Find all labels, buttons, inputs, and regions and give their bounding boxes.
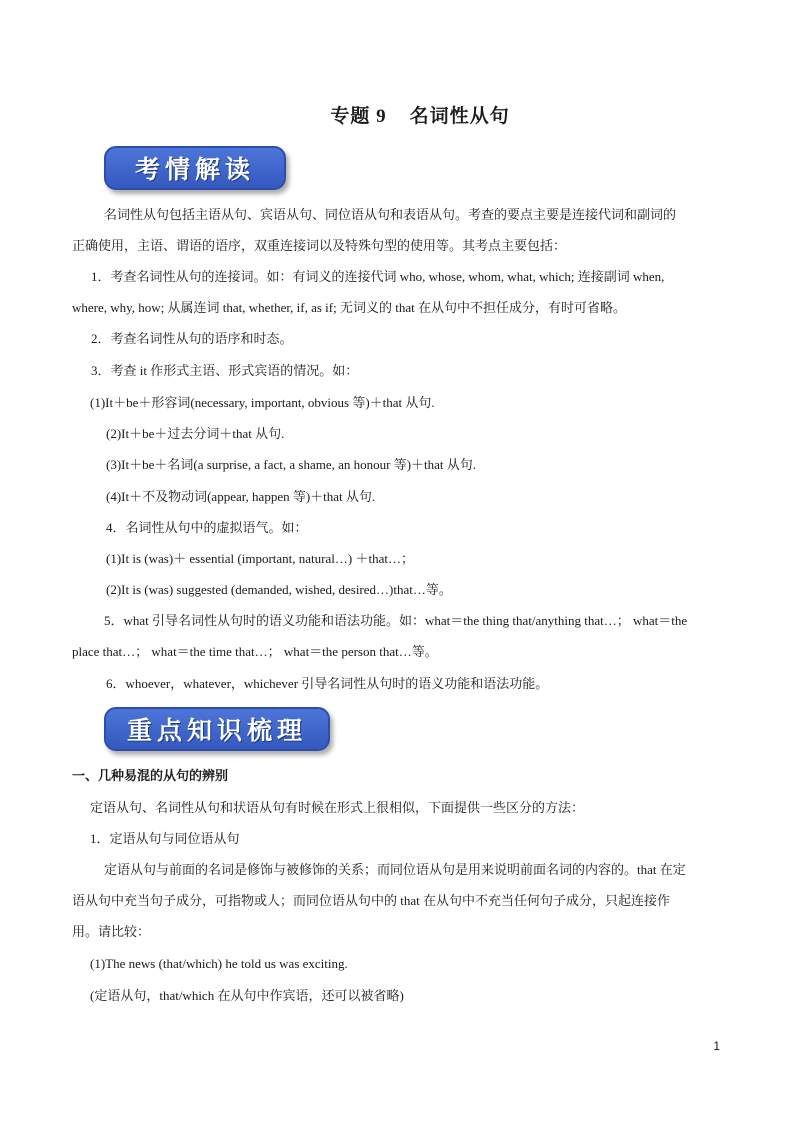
paragraph-line: (1)It＋be＋形容词(necessary, important, obvious 等)＋that 从句. xyxy=(90,395,435,410)
page-title: 专题 9 名词性从句 xyxy=(330,106,510,127)
paragraph-line: (1)The news (that/which) he told us was exciting. xyxy=(90,956,348,971)
paragraph-line: 4．名词性从句中的虚拟语气。如： xyxy=(106,520,308,535)
paragraph-line: 名词性从句包括主语从句、宾语从句、同位语从句和表语从句。考查的要点主要是连接代词和副词的 xyxy=(104,207,677,222)
section-banner-key-points: 重点知识梳理 xyxy=(104,707,330,751)
paragraph-line: 定语从句、名词性从句和状语从句有时候在形式上很相似，下面提供一些区分的方法： xyxy=(90,800,585,815)
paragraph-line: 3．考查 it 作形式主语、形式宾语的情况。如： xyxy=(91,363,359,378)
paragraph-line: 正确使用，主语、谓语的语序，双重连接词以及特殊句型的使用等。其考点主要包括： xyxy=(72,238,567,253)
paragraph-line: (2)It＋be＋过去分词＋that 从句. xyxy=(106,426,285,441)
paragraph-line: 1．定语从句与同位语从句 xyxy=(90,831,240,846)
paragraph-line: 用。请比较： xyxy=(72,924,151,939)
paragraph-line: (定语从句，that/which 在从句中作宾语，还可以被省略) xyxy=(90,988,404,1003)
paragraph-line: 定语从句与前面的名词是修饰与被修饰的关系；而同位语从句是用来说明前面名词的内容的。that 在定 xyxy=(104,862,686,877)
paragraph-line: place that…； what＝the time that…； what＝the person that…等。 xyxy=(72,644,438,659)
paragraph-line: (3)It＋be＋名词(a surprise, a fact, a shame, an honour 等)＋that 从句. xyxy=(106,457,477,472)
paragraph-line: 2．考查名词性从句的语序和时态。 xyxy=(91,331,293,346)
page-number: 1 xyxy=(713,1039,720,1053)
paragraph-line: (2)It is (was) suggested (demanded, wished, desired…)that…等。 xyxy=(106,582,452,597)
paragraph-line: 1．考查名词性从句的连接词。如：有词义的连接代词 who, whose, whom, what, which; 连接副词 when, xyxy=(91,269,665,284)
paragraph-line: (4)It＋不及物动词(appear, happen 等)＋that 从句. xyxy=(106,489,376,504)
section-heading: 一、几种易混的从句的辨别 xyxy=(72,768,229,783)
section-banner-analysis: 考情解读 xyxy=(104,146,286,190)
paragraph-line: 语从句中充当句子成分，可指物或人；而同位语从句中的 that 在从句中不充当任何句子成分，只起连接作 xyxy=(72,893,670,908)
paragraph-line: 5．what 引导名词性从句时的语义功能和语法功能。如：what＝the thing that/anything that…； what＝the xyxy=(104,613,688,628)
paragraph-line: 6．whoever，whatever，whichever 引导名词性从句时的语义功能和语法功能。 xyxy=(106,676,549,691)
paragraph-line: where, why, how; 从属连词 that, whether, if, as if; 无词义的 that 在从句中不担任成分，有时可省略。 xyxy=(72,300,626,315)
paragraph-line: (1)It is (was)＋ essential (important, natural…) ＋that…； xyxy=(106,551,414,566)
